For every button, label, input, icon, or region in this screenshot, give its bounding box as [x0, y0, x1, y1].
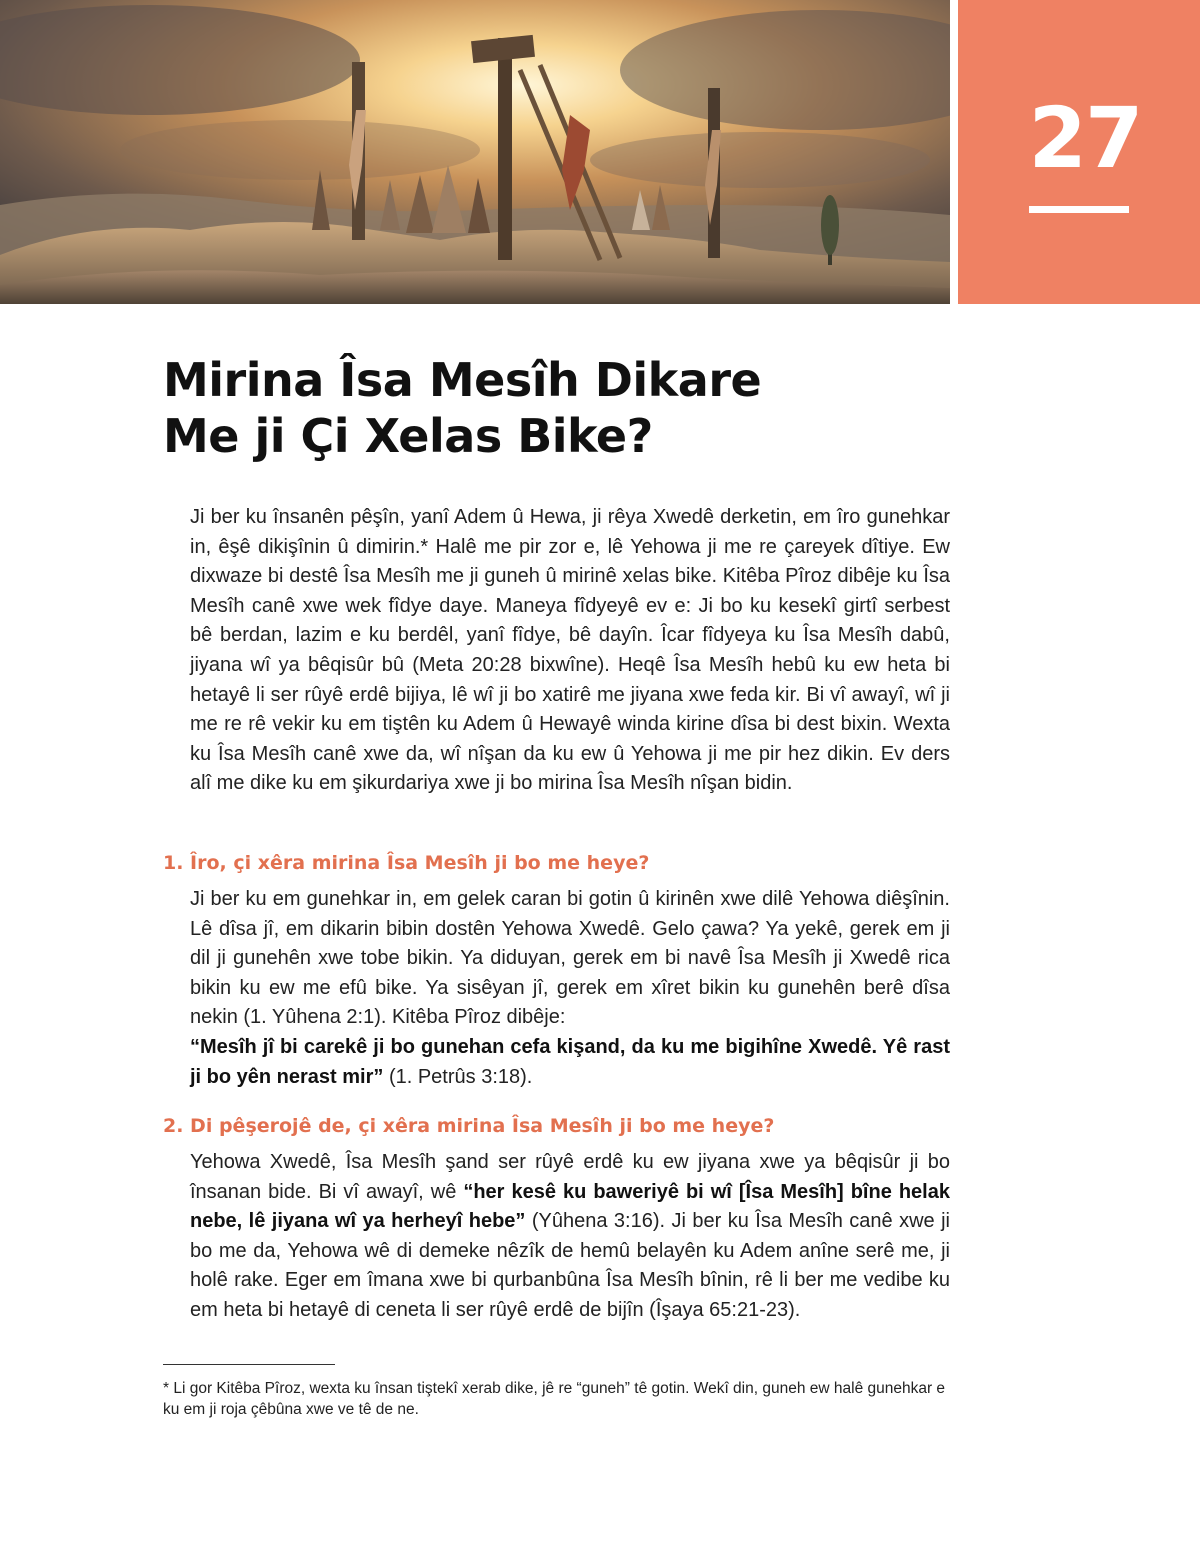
section-2-question: 2. Di pêşerojê de, çi xêra mirina Îsa Mesîh ji bo me heye?	[163, 1115, 775, 1137]
lesson-number-block	[958, 0, 1200, 304]
intro-paragraph: Ji ber ku însanên pêşîn, yanî Adem û Hewa, ji rêya Xwedê derketin, em îro gunehkar in, êşê dikişînin û dimirin.* Halê me pir zor e, lê Yehowa ji me re çareyek dîtiye. Ew dixwaze bi destê Îsa Mesîh me ji guneh û mirinê xelas bike. Kitêba Pîroz dibêje ku Îsa Mesîh canê xwe wek fîdye daye. Maneya fîdyeyê ev e: Ji bo ku kesekî girtî serbest bê berdan, lazim e ku berdêl, yanî fîdye, bê dayîn. Îcar fîdyeya ku Îsa Mesîh dabû, jiyana wî ya bêqisûr bû (Meta 20:28 bixwîne). Heqê Îsa Mesîh hebû ku ew heta bi hetayê li ser rûyê erdê bijiya, lê wî ji bo xatirê me jiyana xwe feda kir. Bi vî awayî, wî ji me re rê vekir ku em tiştên ku Adem û Hewayê winda kirine dîsa bi dest bixin. Wexta ku Îsa Mesîh canê xwe da, wî nîşan da ku ew û Yehowa ji me pir hez dikin. Ev ders alî me dike ku em şikurdariya xwe ji bo mirina Îsa Mesîh nîşan bidin.	[190, 506, 950, 795]
section-1-reference: (1. Petrûs 3:18).	[383, 1065, 533, 1088]
section-1-quote: “Mesîh jî bi carekê ji bo gunehan cefa kişand, da ku me bigihîne Xwedê. Yê rast ji bo yên nerast mir”	[190, 1035, 950, 1088]
footnote-divider	[163, 1364, 335, 1365]
section-1-question: 1. Îro, çi xêra mirina Îsa Mesîh ji bo me heye?	[163, 852, 650, 874]
page-title	[163, 352, 943, 464]
section-2-reference: (Yûhena 3:16). Ji ber ku Îsa Mesîh canê xwe ji bo me da, Yehowa wê di demeke nêzîk de hemû belayên ku Adem anîne serê me, ji holê rake. Eger em îmana xwe bi qurbanbûna Îsa Mesîh bînin, rê li ber me vedibe ku em heta bi hetayê di ceneta li ser rûyê erdê de bijîn (Îşaya 65:21-23).	[190, 1210, 950, 1321]
section-2-text: Yehowa Xwedê, Îsa Mesîh şand ser rûyê erdê ku ew jiyana xwe ya bêqisûr ji bo însanan bide. Bi vî awayî, wê	[190, 1151, 950, 1203]
section-1-paragraph	[190, 885, 950, 1092]
lesson-number-rule	[1029, 206, 1129, 213]
hero-illustration	[0, 0, 950, 304]
section-1-text: Ji ber ku em gunehkar in, em gelek caran bi gotin û kirinên xwe dilê Yehowa diêşînin. Lê dîsa jî, em dikarin bibin dostên Yehowa Xwedê. Gelo çawa? Ya yekê, gerek em ji dil ji gunehên xwe tobe bikin. Ya diduyan, gerek em bi navê Îsa Mesîh ji Xwedê rica bikin ku ew me efû bike. Ya sisêyan jî, gerek em xîret bikin ku gunehên berê dîsa nekin (1. Yûhena 2:1). Kitêba Pîroz dibêje:	[190, 888, 950, 1029]
footnote: * Li gor Kitêba Pîroz, wexta ku însan tiştekî xerab dike, jê re “guneh” tê gotin. Wekî din, guneh ew halê gunehkar e ku em ji roja çêbûna xwe ve tê de ne.	[163, 1380, 946, 1418]
page-title-line-2: Me ji Çi Xelas Bike?	[163, 409, 653, 463]
section-2-quote: “her kesê ku baweriyê bi wî [Îsa Mesîh] bîne helak nebe, lê jiyana wî ya herheyî hebe”	[190, 1180, 950, 1233]
lesson-number: 27	[1028, 89, 1142, 187]
section-2-paragraph	[190, 1148, 950, 1326]
page-title-line-1: Mirina Îsa Mesîh Dikare	[163, 353, 762, 407]
